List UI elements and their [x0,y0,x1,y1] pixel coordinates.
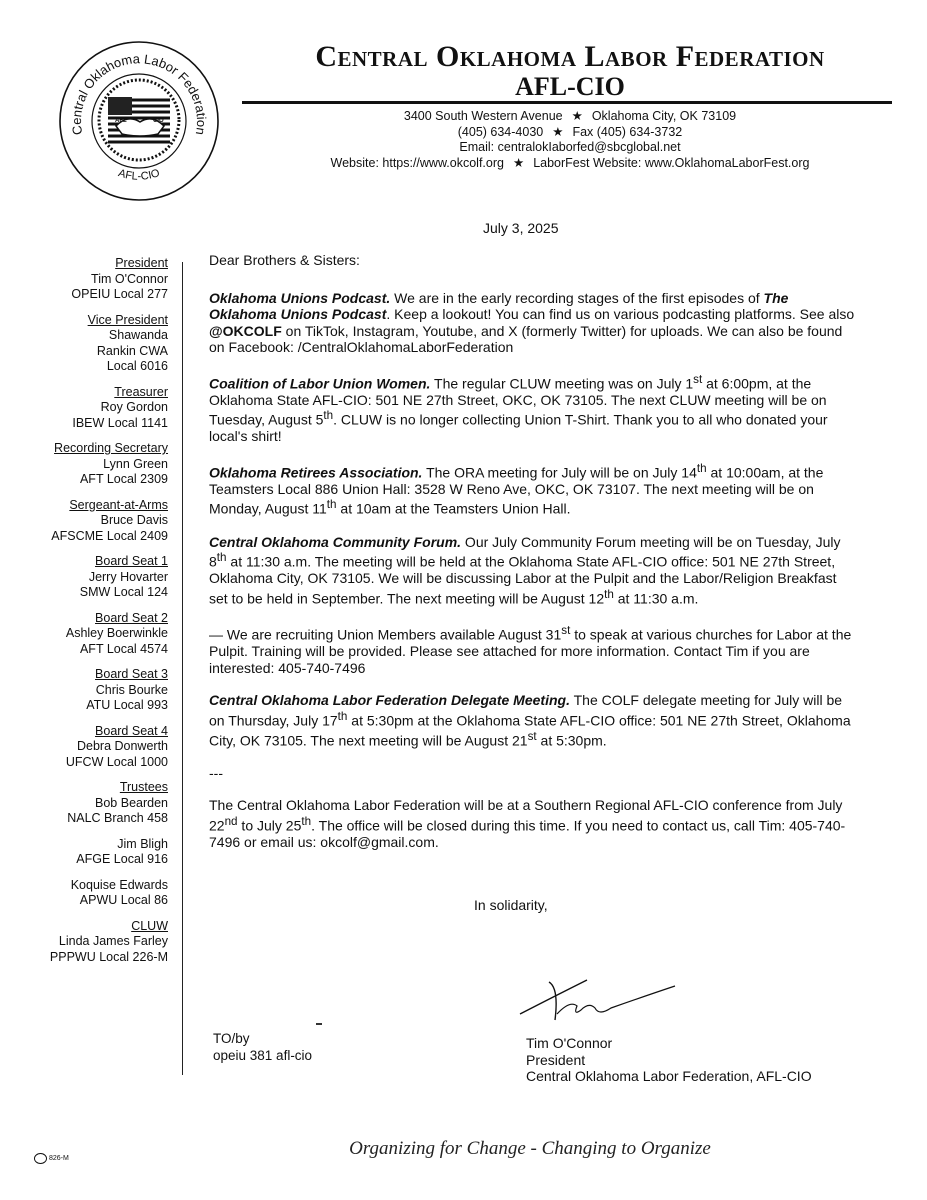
officer-entry [10,780,168,827]
signer-org: Central Oklahoma Labor Federation, AFL-CIO [526,1068,812,1084]
cluw-paragraph: Coalition of Labor Union Women. The regular CLUW meeting was on July 1st at 6:00pm, at the Oklahoma State AFL-CIO: 501 NE 27th Street, OKC, OK 73105. The next CLUW meeting will be on Tuesday, August 5th. CLUW is no longer collecting Union T-Shirt. Thank you to all who donated your local's shirt! [209,372,828,445]
delegate-paragraph: Central Oklahoma Labor Federation Delegate Meeting. The COLF delegate meeting for July will be on Thursday, July 17th at 5:30pm at the Oklahoma State AFL-CIO office: 501 NE 27th Street, Oklahoma City, OK 73105. The next meeting will be August 21st at 5:30pm. [209,692,851,749]
closing: In solidarity, [474,897,548,913]
star-icon: ★ [571,109,583,123]
footer-motto: Organizing for Change - Changing to Organize [349,1138,711,1159]
officer-name: Local 6016 [106,359,168,373]
signature [515,970,685,1028]
officer-name: Shawanda [108,328,168,342]
officer-role: President [115,256,168,270]
officer-name: ATU Local 993 [86,698,168,712]
signer-name: Tim O'Connor [526,1035,613,1051]
officer-name: Roy Gordon [100,400,168,414]
officer-name: AFSCME Local 2409 [51,528,168,543]
officer-name: Bruce Davis [100,513,168,527]
officer-role: Vice President [87,312,168,327]
officer-name: Lynn Green [103,456,168,471]
officer-name: SMW Local 124 [79,585,168,599]
ora-paragraph: Oklahoma Retirees Association. The ORA meeting for July will be on July 14th at 10:00am, at the Teamsters Local 886 Union Hall: 3528 W Reno Ave, OKC, OK 73107. The next meeting will be on Monday, August 11th at 10am at the Teamsters Union Hall. [209,461,824,518]
letterhead-subtitle: AFL-CIO [515,72,625,101]
signature-block [526,1035,812,1085]
officer-entry [10,441,168,488]
officer-role: Board Seat 3 [95,667,168,681]
section-divider: --- [209,764,223,781]
officer-name: AFT Local 2309 [79,472,168,486]
officer-entry [10,385,168,432]
seal-afl-badge: AFL [115,118,127,124]
union-bug-label: 826-M [49,1155,69,1162]
officer-entry [10,667,168,714]
officer-role: Board Seat 4 [95,723,168,738]
officer-name: NALC Branch 458 [67,811,168,825]
officer-role: Treasurer [114,384,168,399]
star-icon: ★ [512,156,525,170]
stray-mark [316,1023,322,1025]
street-address: 3400 South Western Avenue [403,109,563,123]
officer-role: CLUW [131,918,168,933]
officer-name: AFGE Local 916 [76,852,168,866]
officer-name: Jerry Hovarter [88,569,168,584]
officer-name: AFT Local 4574 [79,641,168,656]
podcast-paragraph: Oklahoma Unions Podcast. We are in the early recording stages of the first episodes of The Oklahoma Unions Podcast. Keep a lookout! You can find us on various podcasting platforms. See also @OKCOLF on TikTok, Instagram, Youtube, and X (formerly Twitter) for uploads. We can also be found on Facebook: /CentralOklahomaLaborFederation [209,289,855,355]
podcast-name: The Oklahoma Unions Podcast [209,289,789,322]
ora-heading: Oklahoma Retirees Association. [209,464,423,481]
officer-name: Ashley Boerwinkle [65,626,168,640]
union-bug-icon [34,1153,47,1164]
fax-number: Fax (405) 634-3732 [572,125,683,139]
officer-name: Debra Donwerth [76,739,168,753]
officer-name: Bob Bearden [95,795,168,810]
website-link: Website: https://www.okcolf.org [330,156,504,170]
officer-role: Sergeant-at-Arms [69,497,168,512]
laborfest-link: LaborFest Website: www.OklahomaLaborFest.org [533,156,810,170]
officer-role: Board Seat 2 [95,610,168,625]
social-handle: @OKCOLF [209,322,282,339]
salutation: Dear Brothers & Sisters: [209,252,360,268]
officer-entry [10,554,168,601]
officer-name: Koquise Edwards [70,877,168,892]
forum-paragraph: Central Oklahoma Community Forum. Our July Community Forum meeting will be on Tuesday, July 8th at 11:30 a.m. The meeting will be held at the Oklahoma State AFL-CIO office: 501 NE 27th Street, Oklahoma City, OK 73105. We will be discussing Labor at the Pulpit and the Labor/Religion Breakfast set to be held in September. The next meeting will be August 12th at 11:30 a.m. [209,533,841,607]
letterhead-title: Central Oklahoma Labor Federation [315,40,825,73]
address-line [240,108,900,124]
officer-entry [10,837,168,868]
seal-bottom-text: AFL-CIO [116,167,162,183]
officer-role: Recording Secretary [54,441,168,455]
letter-body [209,252,859,867]
officer-name: Chris Bourke [95,682,168,697]
federation-seal [58,40,220,202]
star-icon: ★ [552,125,564,139]
website-line [240,155,900,171]
letter-date: July 3, 2025 [483,220,559,236]
officer-role: Board Seat 1 [95,554,168,568]
officer-name: PPPWU Local 226-M [49,949,168,964]
officer-name: OPEIU Local 277 [71,287,168,301]
union-bug [34,1153,69,1164]
cluw-heading: Coalition of Labor Union Women. [209,375,431,392]
typist-initials: TO/by opeiu 381 afl-cio [213,1031,313,1063]
phone-line [240,124,900,140]
seal-ring-text: Central Oklahoma Labor Federation [68,51,210,137]
city-address: Oklahoma City, OK 73109 [591,109,737,123]
letterhead-rule [242,101,892,104]
conference-paragraph: The Central Oklahoma Labor Federation will be at a Southern Regional AFL-CIO conference from July 22nd to July 25th. The office will be closed during this time. If you need to contact us, call Tim: 405-740-7496 or email us: okcolf@gmail.com. [209,797,846,851]
officer-name: Linda James Farley [58,934,168,948]
podcast-heading: Oklahoma Unions Podcast. [209,289,391,306]
officer-role: Trustees [119,780,168,794]
delegate-heading: Central Oklahoma Labor Federation Delegate Meeting. [209,692,570,709]
officer-name: UFCW Local 1000 [65,754,168,769]
officers-sidebar [10,256,168,975]
officer-name: APWU Local 86 [79,893,168,907]
officer-name: Tim O'Connor [91,271,168,286]
email-address: Email: centralokIaborfed@sbcglobal.net [459,140,681,154]
officer-entry [10,919,168,966]
officer-name: Rankin CWA [96,343,168,358]
handshake-emblem [99,80,179,160]
svg-text:AFL-CIO [117,167,162,183]
signer-title: President [526,1051,586,1068]
sidebar-divider [182,262,183,1075]
forum-heading: Central Oklahoma Community Forum. [209,533,462,550]
email-line [240,139,900,155]
officer-entry [10,498,168,545]
officer-entry [10,724,168,771]
officer-entry [10,611,168,658]
seal-cio-badge: CIO [153,118,164,124]
officer-name: Jim Bligh [117,836,168,851]
officer-entry [10,313,168,375]
pulpit-paragraph: — We are recruiting Union Members available August 31st to speak at various churches for Labor at the Pulpit. Training will be provided. Please see attached for more information. Contact Tim if you are interested: 405-740-7496 [209,623,852,676]
officer-entry [10,878,168,909]
officer-entry [10,256,168,303]
officer-name: IBEW Local 1141 [72,415,168,430]
phone-number: (405) 634-4030 [457,125,544,139]
